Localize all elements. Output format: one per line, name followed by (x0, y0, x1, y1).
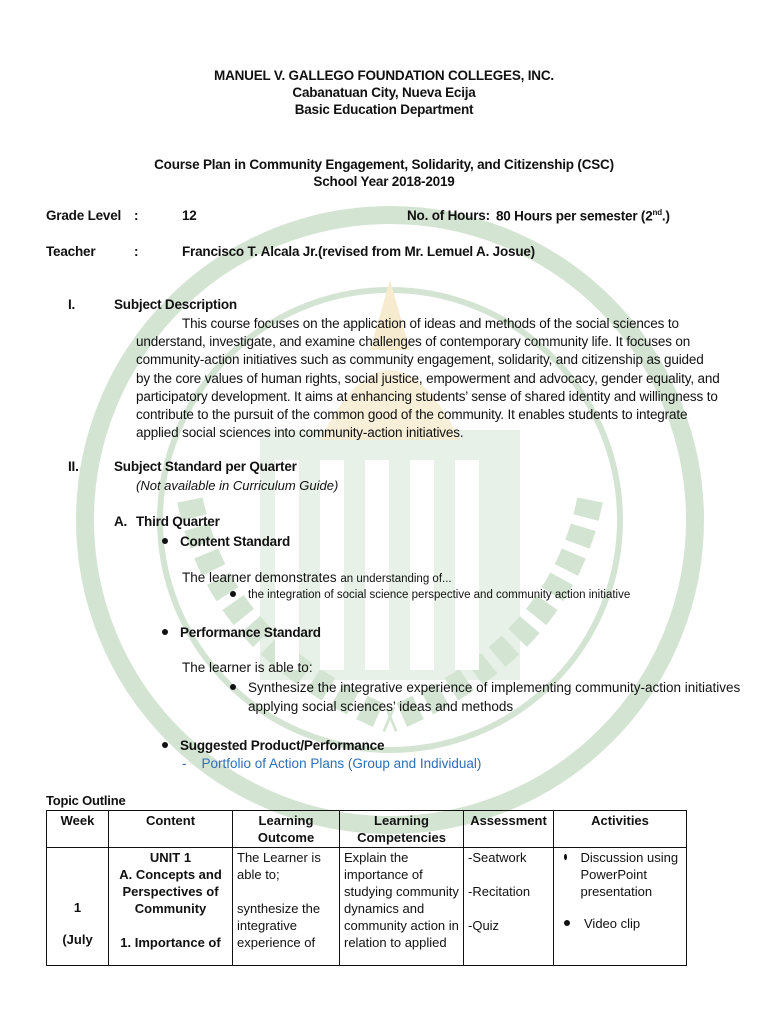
content-topic-a: A. Concepts and Perspectives of Community (119, 867, 222, 916)
institution-name: MANUEL V. GALLEGO FOUNDATION COLLEGES, INC. (214, 68, 554, 83)
content-standard-item: the integration of social science perspective and community action initiative (230, 589, 630, 601)
section2-title: Subject Standard per Quarter (114, 459, 297, 474)
outcome-text: synthesize the integrative experience of (237, 901, 321, 950)
suggested-product-heading: Suggested Product/Performance (162, 738, 384, 753)
section1-number: I. (68, 297, 76, 312)
table-header-row (47, 811, 687, 848)
week-number: 1 (73, 900, 82, 915)
bullet-icon (162, 742, 168, 748)
teacher-colon: : (134, 244, 139, 259)
performance-standard-item-cont: applying social sciences’ ideas and methods (248, 699, 514, 714)
section1-title: Subject Description (114, 297, 237, 312)
table-row (47, 848, 687, 966)
section2-number: II. (68, 459, 79, 474)
section2-note: (Not available in Curriculum Guide) (136, 478, 339, 493)
performance-standard-item: Synthesize the integrative experience of implementing community-action initiatives (230, 680, 740, 695)
assessment-recitation: -Recitation (468, 884, 531, 899)
bullet-icon (564, 854, 567, 860)
header-assessment: Assessment (464, 811, 554, 848)
header-activities: Activities (554, 811, 687, 848)
learning-outcome-cell (233, 848, 340, 966)
content-standard-heading: Content Standard (162, 534, 290, 549)
teacher-value: Francisco T. Alcala Jr.(revised from Mr. Lemuel A. Josue) (182, 244, 535, 259)
assessment-cell (464, 848, 554, 966)
topic-outline-table (46, 810, 687, 966)
teacher-label: Teacher (46, 244, 96, 259)
header-week: Week (47, 811, 109, 848)
performance-standard-heading: Performance Standard (162, 625, 321, 640)
activities-cell (554, 848, 687, 966)
assessment-quiz: -Quiz (468, 918, 500, 933)
topic-outline-title: Topic Outline (46, 793, 126, 808)
hours-label: No. of Hours: (407, 208, 490, 223)
quarter-title: Third Quarter (136, 514, 220, 529)
quarter-letter: A. (114, 514, 128, 529)
institution-location: Cabanatuan City, Nueva Ecija (292, 85, 476, 100)
bullet-icon (162, 538, 168, 544)
content-standard-lead: The learner demonstrates an understanding of... (182, 570, 452, 585)
header-learning-competencies: Learning Competencies (340, 811, 464, 848)
grade-level-colon: : (134, 208, 139, 223)
content-topic-1: 1. Importance of (120, 935, 221, 950)
grade-level-label: Grade Level (46, 208, 122, 223)
header-learning-outcome: Learning Outcome (233, 811, 340, 848)
hours-value: 80 Hours per semester (2nd.) (496, 208, 670, 224)
subject-description-text: This course focuses on the application of ideas and methods of the social sciences to understand, investigate, and examine challenges of contemporary community life. It focuses on community-action initiatives such as community engagement, solidarity, and citizenship as guided by the core values of human rights, social justice, empowerment and advocacy, gender equality, and participatory development. It aims at enhancing students’ sense of shared identity and willingness to contribute to the pursuit of the common good of the community. It enables students to integrate applied social sciences into community-action initiatives. (136, 316, 720, 441)
week-date: (July (62, 932, 93, 947)
suggested-product-item: - Portfolio of Action Plans (Group and Individual) (182, 756, 482, 771)
outcome-intro: The Learner is able to; (237, 850, 321, 882)
learning-competencies-cell: Explain the importance of studying community dynamics and community action in relation to applied (340, 848, 464, 966)
week-cell (47, 848, 109, 966)
content-cell (109, 848, 233, 966)
content-unit: UNIT 1 (149, 850, 192, 865)
bullet-icon (230, 591, 236, 597)
course-title: Course Plan in Community Engagement, Solidarity, and Citizenship (CSC) (154, 157, 614, 172)
activity-item: Video clip (558, 915, 682, 932)
header-content: Content (109, 811, 233, 848)
assessment-seatwork: -Seatwork (468, 850, 527, 865)
bullet-icon (162, 629, 168, 635)
department-name: Basic Education Department (294, 102, 474, 117)
bullet-icon (564, 920, 570, 926)
performance-standard-lead: The learner is able to: (182, 660, 313, 675)
activity-item: Discussion using PowerPoint presentation (558, 849, 682, 900)
school-year: School Year 2018-2019 (313, 174, 455, 189)
bullet-icon (230, 684, 236, 690)
grade-level-value: 12 (182, 208, 197, 223)
